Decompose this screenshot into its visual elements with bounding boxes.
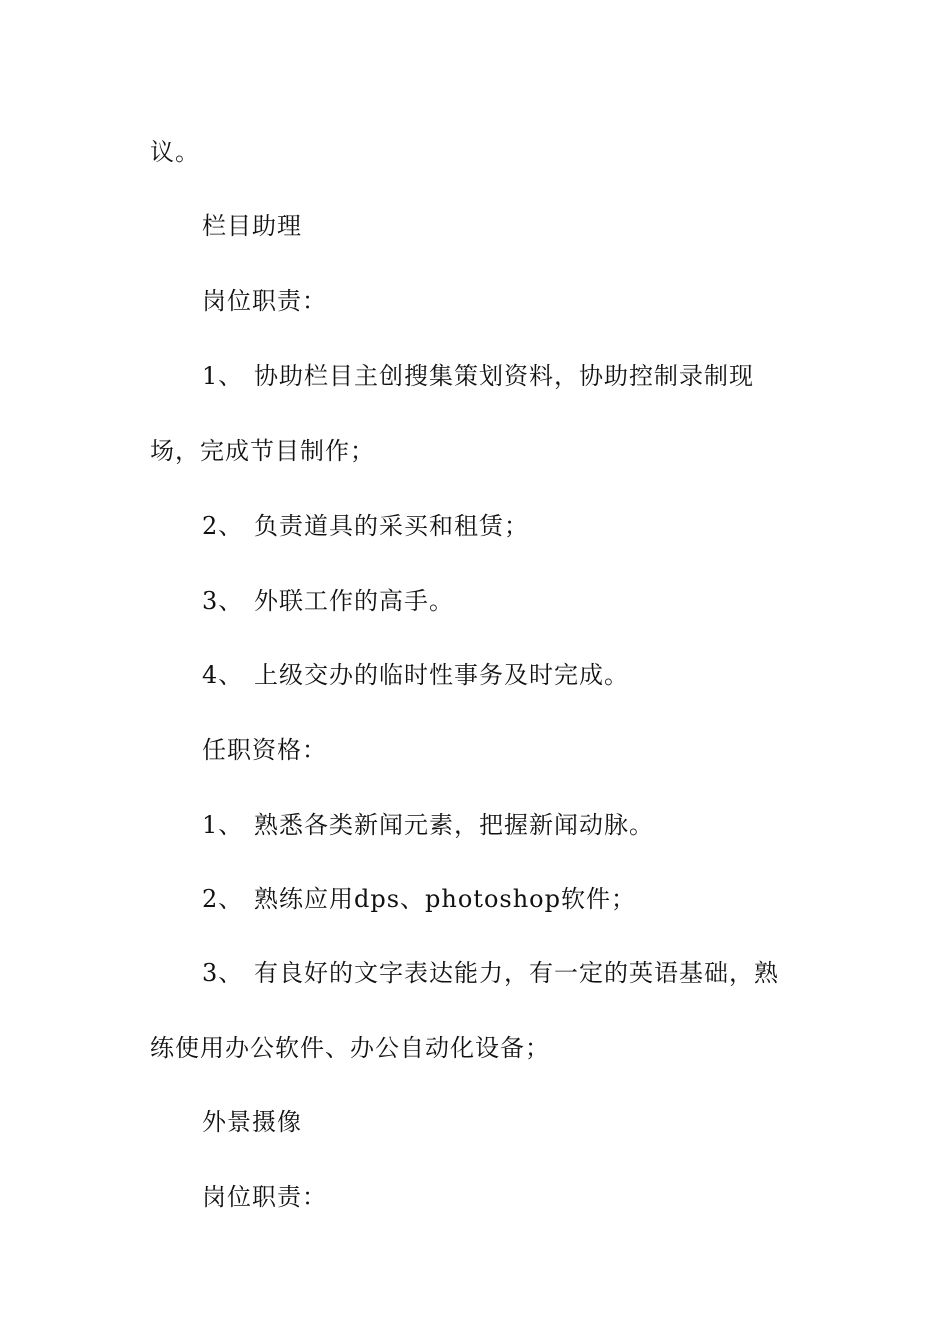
list-number: 1、 [202,362,244,390]
list-item-continuation: 场，完成节目制作； [150,437,375,465]
list-number: 3、 [202,959,244,987]
list-text: 上级交办的临时性事务及时完成。 [254,661,629,689]
list-text: 熟练应用dps、photoshop软件； [254,885,636,913]
list-text: 有良好的文字表达能力，有一定的英语基础，熟 [254,959,779,987]
list-number: 4、 [202,661,244,689]
list-number: 1、 [202,811,244,839]
list-item [202,511,529,541]
list-item [202,958,779,988]
list-number: 3、 [202,587,244,615]
list-item [202,660,629,690]
list-item-continuation: 练使用办公软件、办公自动化设备； [150,1034,550,1062]
list-item [202,586,454,616]
section-title-column-assistant: 栏目助理 [202,212,302,240]
list-number: 2、 [202,512,244,540]
list-text: 熟悉各类新闻元素，把握新闻动脉。 [254,811,654,839]
list-text: 负责道具的采买和租赁； [254,512,529,540]
subheading-responsibilities: 岗位职责： [202,287,327,315]
list-text: 协助栏目主创搜集策划资料，协助控制录制现 [254,362,754,390]
subheading-responsibilities: 岗位职责： [202,1183,327,1211]
subheading-qualifications: 任职资格： [202,736,327,764]
list-item [202,810,654,840]
list-item [202,361,754,391]
list-number: 2、 [202,885,244,913]
list-item [202,884,636,914]
paragraph-continuation: 议。 [150,138,200,166]
section-title-field-camera: 外景摄像 [202,1108,302,1136]
list-text: 外联工作的高手。 [254,587,454,615]
